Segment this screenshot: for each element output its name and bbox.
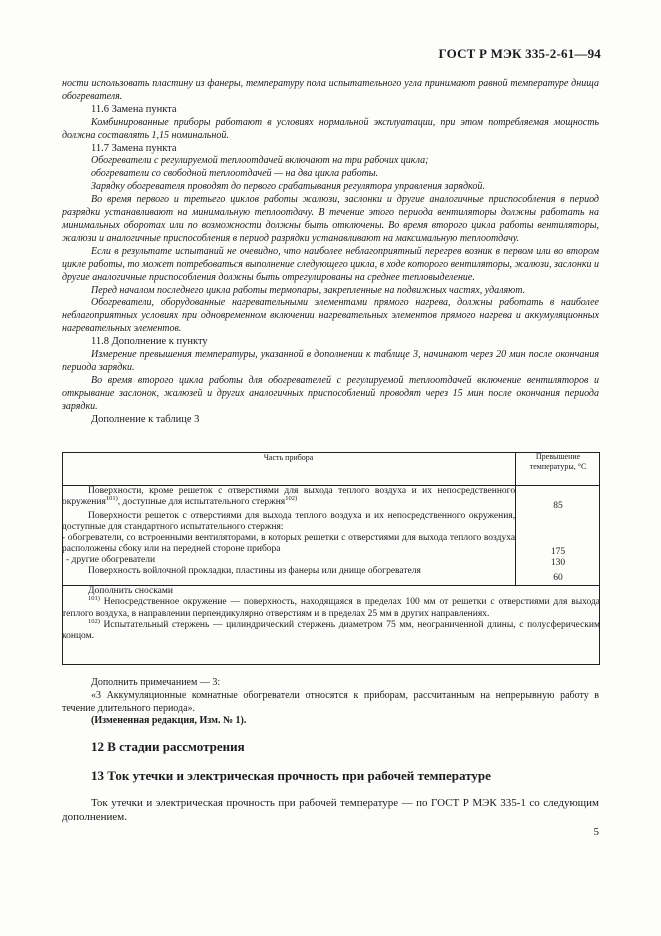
- row-2-value-a: 175: [550, 547, 566, 557]
- row-2-sub-b: - другие обогреватели: [66, 555, 156, 565]
- paragraph: Если в результате испытаний не очевидно, что наиболее неблагоприятный перегрев возник в первом или во втором цикле работы, то может потребоваться выполнение следующего цикла, в ходе которого вентиляторы, жалюзи, заслонки и другие аналогичные приспособления должны быть отрегулированы на среднее тепловыделение.: [62, 245, 599, 283]
- paragraph: Обогреватели, оборудованные нагревательными элементами прямого нагрева, должны работать в наиболее неблагоприятных условиях при одновременном включении нагревательных элементов прямого нагрева и аккумуляционных нагревательных элементов.: [62, 297, 599, 335]
- row-1-value: 85: [553, 501, 563, 511]
- body-text: [62, 78, 599, 426]
- column-header-temp: Превышение температуры, °С: [516, 452, 600, 486]
- paragraph: Во время второго цикла работы для обогревателей с регулируемой теплоотдачей включение вентиляторов и открывание заслонок, жалюзей и других аналогичных приспособлений проводят через 15 мин после окончания периода зарядки.: [62, 374, 599, 412]
- footnote-ref: 102): [285, 495, 298, 502]
- row-1-text: Поверхности, кроме решеток с отверстиями для выхода теплого воздуха и их непосредственного окружения$^{101)}$, доступные для испытательного стержня$^{102)}$: [62, 486, 516, 507]
- row-2-value-b: 130: [550, 558, 566, 568]
- footnote-ref: 101): [105, 495, 118, 502]
- paragraph: Измерение превышения температуры, указанной в дополнении к таблице 3, начинают через 20 мин после окончания периода зарядки.: [62, 349, 599, 373]
- section-13-text: Ток утечки и электрическая прочность при рабочей температуре — по ГОСТ Р МЭК 335-1 со следующим дополнением.: [62, 797, 599, 823]
- paragraph: Перед началом последнего цикла работы термопары, закрепленные на подвижных частях, удаляют.: [91, 284, 526, 296]
- table-notes-row: [62, 586, 600, 643]
- section-13-title: 13 Ток утечки и электрическая прочность при рабочей температуре: [91, 768, 491, 783]
- row-2-sub-a: - обогреватели, со встроенными вентиляторами, в которых решетки с отверстиями для выхода теплого воздуха расположены сбоку или на передней стороне прибора: [62, 533, 516, 554]
- column-header-part: Часть прибора: [62, 452, 516, 486]
- post-table-text: [62, 677, 599, 728]
- table-3-addition: [62, 452, 600, 642]
- row-3-value: 60: [553, 573, 563, 583]
- clause-heading: 11.7 Замена пункта: [91, 142, 177, 154]
- note-text: «3 Аккумуляционные комнатные обогреватели относятся к приборам, рассчитанным на непрерывную работу в течение длительного периода».: [62, 689, 599, 714]
- page-number: 5: [593, 826, 599, 838]
- table-row: [62, 486, 600, 586]
- row-3-text: Поверхность войлочной прокладки, пластины из фанеры или днище обогревателя: [88, 566, 421, 576]
- table-caption: Дополнение к таблице 3: [91, 413, 200, 425]
- footnote: $^{102)}$ Испытательный стержень — цилиндрический стержень диаметром 75 мм, неограниченной длины, с полусферическим концом.: [62, 617, 600, 642]
- table-header-row: [62, 452, 600, 486]
- paragraph: Обогреватели с регулируемой теплоотдачей включают на три рабочих цикла;: [91, 155, 429, 167]
- footnote: $^{101)}$ Непосредственное окружение — поверхность, находящаяся в пределах 100 мм от решетки с отверстиями для выхода теплого воздуха, в направлении перпендикулярно отверстиям и в пределах 25 мм в других направлениях.: [62, 595, 601, 619]
- amendment-mark: (Измененная редакция, Изм. № 1).: [91, 715, 247, 727]
- clause-heading: 11.8 Дополнение к пункту: [91, 336, 208, 348]
- paragraph: Комбинированные приборы работают в условиях нормальной эксплуатации, при этом потребляемая мощность должна составлять 1,15 номинальной.: [62, 116, 599, 141]
- section-12-title: 12 В стадии рассмотрения: [91, 739, 245, 754]
- paragraph: ности использовать пластину из фанеры, температуру пола испытательного угла принимают равной температуре днища обогревателя.: [62, 78, 599, 102]
- notes-title: Дополнить сносками: [88, 586, 173, 596]
- standard-header: ГОСТ Р МЭК 335-2-61—94: [438, 46, 601, 61]
- paragraph: обогреватели со свободной теплоотдачей — на два цикла работы.: [91, 168, 379, 180]
- note-intro: Дополнить примечанием — 3:: [91, 677, 221, 688]
- row-2-text: Поверхности решеток с отверстиями для выхода теплого воздуха и их непосредственного окружения, доступные для стандартного испытательного стержня:: [62, 511, 516, 532]
- clause-heading: 11.6 Замена пункта: [91, 103, 177, 115]
- paragraph: Во время первого и третьего циклов работы жалюзи, заслонки и другие аналогичные приспособления в период разрядки устанавливают на минимальную теплоотдачу. В течение этого периода вентиляторы должны работать на минимальных оборотах или по возможности должны быть отключены. Во время второго цикла работы вентиляторы, жалюзи и аналогичные приспособления в период разрядки устанавливают на максимальную теплоотдачу.: [62, 194, 599, 244]
- paragraph: Зарядку обогревателя проводят до первого срабатывания регулятора управления зарядкой.: [91, 181, 485, 193]
